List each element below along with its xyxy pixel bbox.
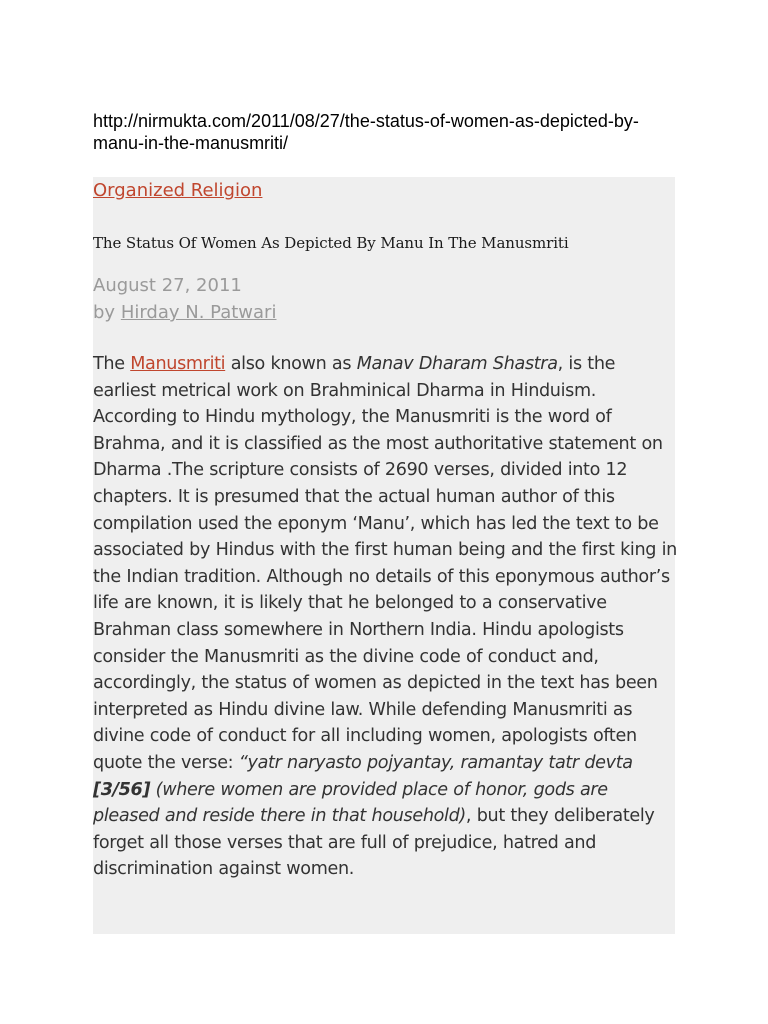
alt-name-text: Manav Dharam Shastra (356, 354, 558, 374)
body-text-the: The (93, 354, 131, 374)
verse-reference: [3/56] (93, 779, 151, 800)
verse-translation: (where women are provided place of honor, gods are pleased and reside there in that household) (93, 779, 608, 827)
article-meta (93, 272, 276, 326)
byline (93, 299, 276, 326)
body-text-end: , but they deliberately forget all those verses that are full of prejudice, hatred and discrimination against women. (93, 806, 655, 880)
article-body-paragraph (93, 351, 677, 883)
body-text-main: , is the earliest metrical work on Brahminical Dharma in Hinduism. According to Hindu mythology, the Manusmriti is the word of Brahma, and it is classified as the most authoritative statement on Dharma .The scripture consists of 2690 verses, divided into 12 chapters. It is presumed that the actual human author of this compilation used the eponym ‘Manu’, which has led the text to be associated by Hindus with the first human being and the first king in the Indian tradition. Although no details of this eponymous author’s life are known, it is likely that he belonged to a conservative Brahman class somewhere in Northern India. Hindu apologists consider the Manusmriti as the divine code of conduct and, accordingly, the status of women as depicted in the text has been interpreted as Hindu divine law. While defending Manusmriti as divine code of conduct for all including women, apologists often quote the verse: (93, 354, 677, 773)
article-title: The Status Of Women As Depicted By Manu In The Manusmriti (93, 234, 569, 252)
body-text-known-as: also known as (225, 354, 357, 374)
source-url: http://nirmukta.com/2011/08/27/the-status-of-women-as-depicted-by-manu-in-the-manusmriti/ (93, 111, 639, 153)
manusmriti-link[interactable]: Manusmriti (130, 354, 226, 374)
article-date: August 27, 2011 (93, 275, 242, 296)
byline-prefix: by (93, 302, 121, 323)
article-card (93, 177, 675, 934)
author-link[interactable]: Hirday N. Patwari (120, 302, 277, 323)
category-link[interactable]: Organized Religion (93, 180, 263, 201)
verse-text: “yatr naryasto pojyantay, ramantay tatr devta (238, 752, 633, 773)
